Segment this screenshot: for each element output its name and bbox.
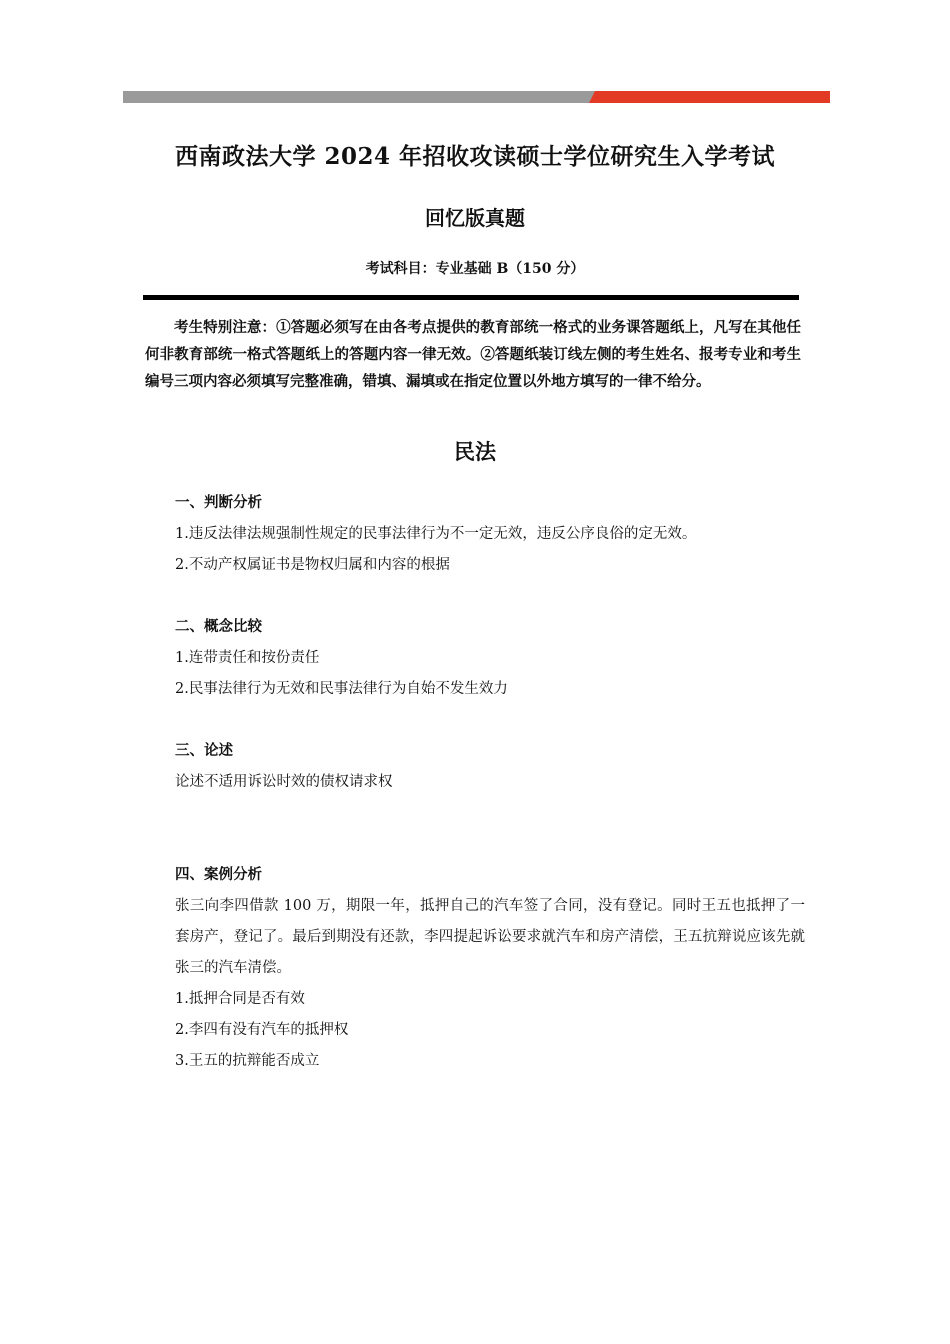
header-decorative-bar [123,91,830,103]
header-bar-red [589,91,830,103]
exam-title: 西南政法大学 2024 年招收攻读硕士学位研究生入学考试 [174,143,776,170]
question-item: 2.李四有没有汽车的抵押权 [175,1022,349,1038]
header-bar-gray [123,91,595,103]
header-divider [143,295,799,300]
question-item: 3.王五的抗辩能否成立 [175,1053,320,1069]
question-item: 2.民事法律行为无效和民事法律行为自始不发生效力 [175,681,508,697]
question-item: 2.不动产权属证书是物权归属和内容的根据 [175,557,450,573]
exam-subtitle: 回忆版真题 [425,206,525,230]
part-heading-case: 四、案例分析 [175,867,262,883]
part-heading-concept: 二、概念比较 [175,619,262,635]
exam-subject: 考试科目：专业基础 B（150 分） [365,261,585,277]
part-heading-judgment: 一、判断分析 [175,495,262,511]
case-description: 张三向李四借款 100 万，期限一年，抵押自己的汽车签了合同，没有登记。同时王五也抵押了一套房产，登记了。最后到期没有还款，李四提起诉讼要求就汽车和房产清偿，王五抗辩说应该先就张三的汽车清偿。 [175,898,805,976]
question-item: 1.违反法律法规强制性规定的民事法律行为不一定无效，违反公序良俗的定无效。 [175,526,697,542]
question-item: 1.抵押合同是否有效 [175,991,305,1007]
question-content [175,488,815,1077]
part-heading-essay: 三、论述 [175,743,233,759]
question-item: 1.连带责任和按份责任 [175,650,320,666]
candidate-notice: 考生特别注意：①答题必须写在由各考点提供的教育部统一格式的业务课答题纸上，凡写在其他任何非教育部统一格式答题纸上的答题内容一律无效。②答题纸装订线左侧的考生姓名、报考专业和考生编号三项内容必须填写完整准确，错填、漏填或在指定位置以外地方填写的一律不给分。 [145,319,801,390]
section-title: 民法 [454,440,496,464]
question-item: 论述不适用诉讼时效的债权请求权 [175,774,393,790]
